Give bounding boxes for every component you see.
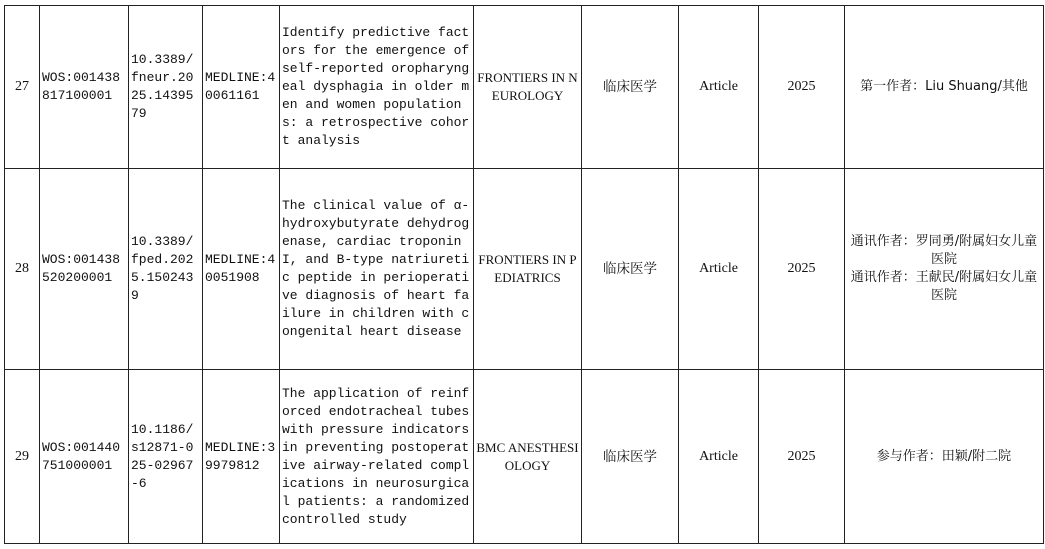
author-line: 通讯作者：王献民/附属妇女儿童医院 xyxy=(850,270,1038,303)
publication-year: 2025 xyxy=(759,370,845,544)
author-role xyxy=(845,169,1044,370)
doi: 10.1186/s12871-025-02967-6 xyxy=(129,370,203,544)
row-number: 27 xyxy=(5,6,40,169)
document-type: Article xyxy=(679,6,759,169)
author-line: 通讯作者：罗同勇/附属妇女儿童医院 xyxy=(850,234,1038,267)
wos-id: WOS:001438817100001 xyxy=(40,6,129,169)
journal-name: FRONTIERS IN PEDIATRICS xyxy=(474,169,582,370)
document-type: Article xyxy=(679,370,759,544)
journal-name: FRONTIERS IN NEUROLOGY xyxy=(474,6,582,169)
table-row xyxy=(5,169,1044,370)
subject-category: 临床医学 xyxy=(582,370,679,544)
article-title: The clinical value of α-hydroxybutyrate dehydrogenase, cardiac troponin I, and B-type natriuretic peptide in perioperative diagnosis of heart failure in children with congenital heart disease xyxy=(280,169,474,370)
publication-year: 2025 xyxy=(759,6,845,169)
journal-name: BMC ANESTHESIOLOGY xyxy=(474,370,582,544)
author-role xyxy=(845,6,1044,169)
medline-id: MEDLINE:40051908 xyxy=(203,169,280,370)
table-row xyxy=(5,6,1044,169)
row-number: 29 xyxy=(5,370,40,544)
doi: 10.3389/fneur.2025.1439579 xyxy=(129,6,203,169)
author-role xyxy=(845,370,1044,544)
article-title: Identify predictive factors for the emergence of self-reported oropharyngeal dysphagia in older men and women populations: a retrospective cohort analysis xyxy=(280,6,474,169)
subject-category: 临床医学 xyxy=(582,6,679,169)
publication-year: 2025 xyxy=(759,169,845,370)
medline-id: MEDLINE:40061161 xyxy=(203,6,280,169)
publication-table xyxy=(4,5,1044,544)
table-row xyxy=(5,370,1044,544)
author-line: 参与作者：田颖/附二院 xyxy=(876,448,1012,464)
document-type: Article xyxy=(679,169,759,370)
row-number: 28 xyxy=(5,169,40,370)
medline-id: MEDLINE:39979812 xyxy=(203,370,280,544)
wos-id: WOS:001440751000001 xyxy=(40,370,129,544)
doi: 10.3389/fped.2025.1502439 xyxy=(129,169,203,370)
subject-category: 临床医学 xyxy=(582,169,679,370)
wos-id: WOS:001438520200001 xyxy=(40,169,129,370)
article-title: The application of reinforced endotracheal tubes with pressure indicators in preventing postoperative airway-related complications in neurosurgical patients: a randomized controlled study xyxy=(280,370,474,544)
author-line: 第一作者：Liu Shuang/其他 xyxy=(860,79,1028,94)
